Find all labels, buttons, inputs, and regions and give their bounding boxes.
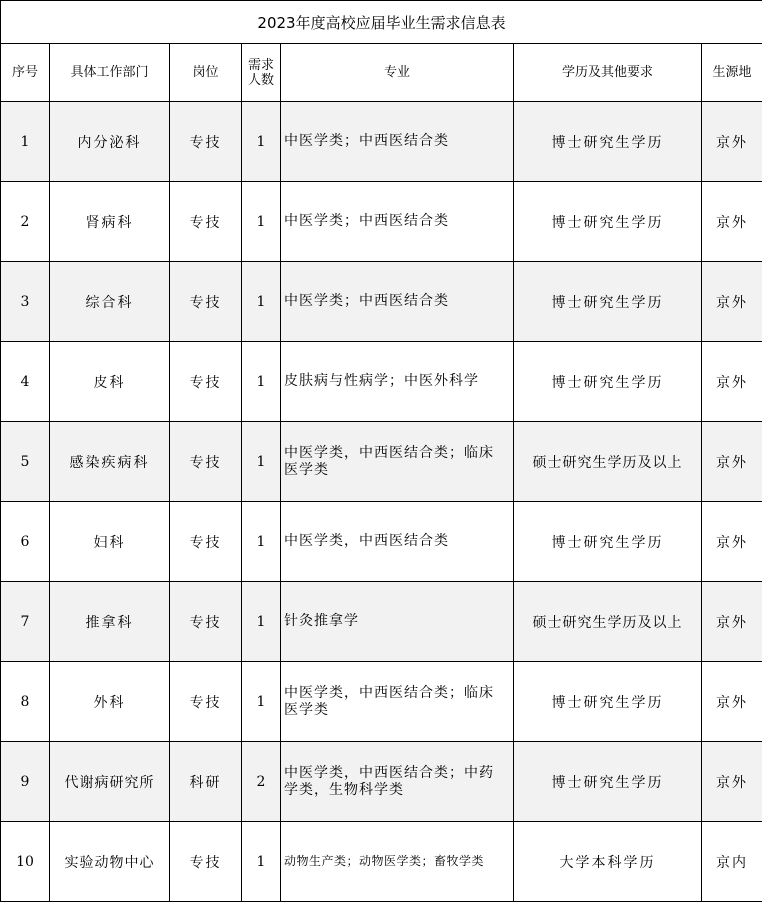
cell-dept: 综合科: [50, 262, 170, 342]
cell-no: 2: [1, 182, 50, 262]
cell-major: 中医学类；中西医结合类: [281, 102, 514, 182]
cell-origin: 京外: [702, 742, 762, 822]
cell-dept: 肾病科: [50, 182, 170, 262]
table-row: [1, 342, 762, 422]
cell-count: 1: [242, 422, 281, 502]
header-origin: 生源地: [702, 44, 762, 102]
cell-post: 专技: [170, 102, 242, 182]
table-row: [1, 422, 762, 502]
header-no: 序号: [1, 44, 50, 102]
header-edu: 学历及其他要求: [514, 44, 702, 102]
cell-count: 1: [242, 182, 281, 262]
cell-count: 1: [242, 662, 281, 742]
cell-edu: 博士研究生学历: [514, 742, 702, 822]
cell-edu: 大学本科学历: [514, 822, 702, 902]
table-title: 2023年度高校应届毕业生需求信息表: [1, 1, 762, 44]
cell-dept: 外科: [50, 662, 170, 742]
cell-origin: 京外: [702, 342, 762, 422]
cell-dept: 皮科: [50, 342, 170, 422]
cell-count: 1: [242, 262, 281, 342]
header-dept: 具体工作部门: [50, 44, 170, 102]
header-count: 需求人数: [242, 44, 281, 102]
cell-post: 专技: [170, 342, 242, 422]
cell-major: 中医学类，中西医结合类: [281, 502, 514, 582]
table-row: [1, 742, 762, 822]
cell-edu: 博士研究生学历: [514, 262, 702, 342]
table-row: [1, 102, 762, 182]
cell-no: 6: [1, 502, 50, 582]
cell-no: 3: [1, 262, 50, 342]
cell-no: 4: [1, 342, 50, 422]
cell-major: 中医学类；中西医结合类: [281, 262, 514, 342]
table-row: [1, 502, 762, 582]
cell-no: 7: [1, 582, 50, 662]
table-row: [1, 182, 762, 262]
cell-origin: 京外: [702, 262, 762, 342]
cell-no: 8: [1, 662, 50, 742]
cell-edu: 硕士研究生学历及以上: [514, 422, 702, 502]
cell-no: 9: [1, 742, 50, 822]
cell-count: 1: [242, 582, 281, 662]
table-row: [1, 662, 762, 742]
cell-no: 1: [1, 102, 50, 182]
cell-post: 专技: [170, 582, 242, 662]
cell-post: 专技: [170, 422, 242, 502]
cell-count: 1: [242, 502, 281, 582]
cell-origin: 京外: [702, 102, 762, 182]
cell-major: 动物生产类；动物医学类；畜牧学类: [281, 822, 514, 902]
cell-dept: 内分泌科: [50, 102, 170, 182]
cell-dept: 感染疾病科: [50, 422, 170, 502]
cell-no: 10: [1, 822, 50, 902]
cell-count: 1: [242, 342, 281, 422]
cell-major: 针灸推拿学: [281, 582, 514, 662]
table-row: [1, 582, 762, 662]
cell-no: 5: [1, 422, 50, 502]
cell-post: 科研: [170, 742, 242, 822]
cell-count: 1: [242, 102, 281, 182]
cell-origin: 京内: [702, 822, 762, 902]
cell-edu: 硕士研究生学历及以上: [514, 582, 702, 662]
cell-major: 中医学类；中西医结合类: [281, 182, 514, 262]
cell-dept: 实验动物中心: [50, 822, 170, 902]
table-row: [1, 822, 762, 902]
cell-origin: 京外: [702, 582, 762, 662]
cell-post: 专技: [170, 182, 242, 262]
cell-post: 专技: [170, 262, 242, 342]
cell-edu: 博士研究生学历: [514, 102, 702, 182]
cell-edu: 博士研究生学历: [514, 502, 702, 582]
table-row: [1, 262, 762, 342]
cell-major: 中医学类，中西医结合类；临床医学类: [281, 422, 514, 502]
cell-origin: 京外: [702, 662, 762, 742]
cell-dept: 妇科: [50, 502, 170, 582]
cell-edu: 博士研究生学历: [514, 662, 702, 742]
cell-major: 皮肤病与性病学；中医外科学: [281, 342, 514, 422]
header-post: 岗位: [170, 44, 242, 102]
header-major: 专业: [281, 44, 514, 102]
cell-origin: 京外: [702, 502, 762, 582]
cell-dept: 推拿科: [50, 582, 170, 662]
cell-dept: 代谢病研究所: [50, 742, 170, 822]
cell-origin: 京外: [702, 422, 762, 502]
cell-post: 专技: [170, 822, 242, 902]
cell-edu: 博士研究生学历: [514, 342, 702, 422]
cell-count: 2: [242, 742, 281, 822]
cell-count: 1: [242, 822, 281, 902]
cell-edu: 博士研究生学历: [514, 182, 702, 262]
cell-major: 中医学类，中西医结合类；临床医学类: [281, 662, 514, 742]
cell-post: 专技: [170, 502, 242, 582]
cell-origin: 京外: [702, 182, 762, 262]
cell-major: 中医学类，中西医结合类；中药学类，生物科学类: [281, 742, 514, 822]
cell-post: 专技: [170, 662, 242, 742]
